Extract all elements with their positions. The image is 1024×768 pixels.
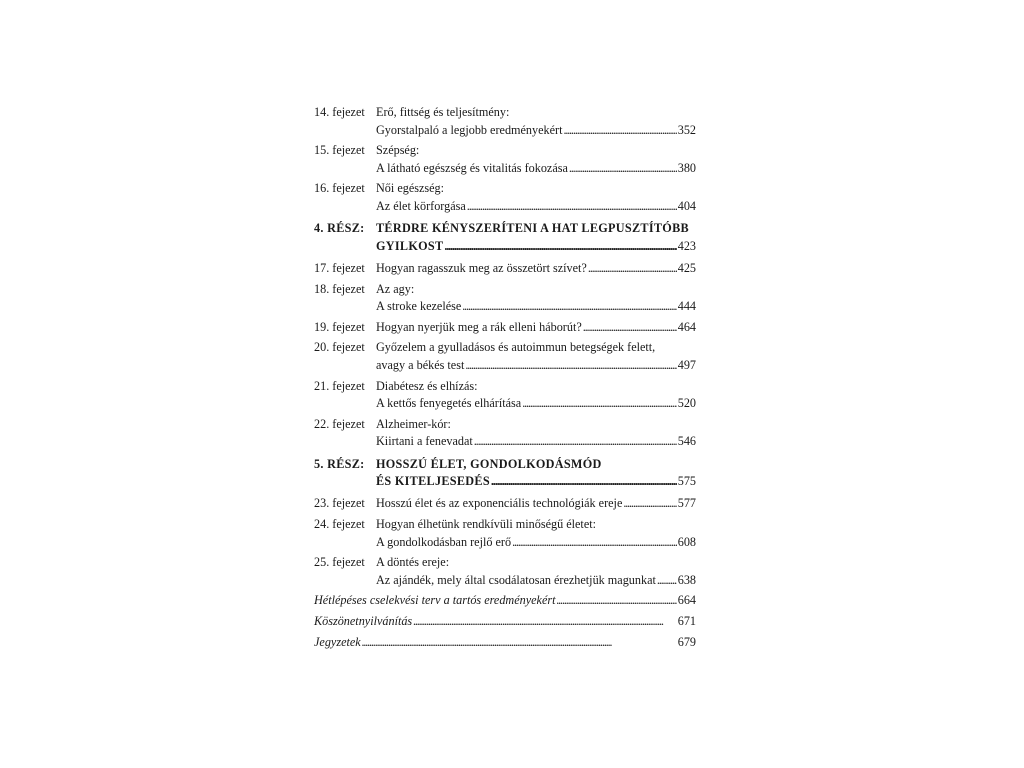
- chapter-title: Női egészség:: [376, 181, 445, 196]
- dot-leader: [465, 357, 676, 375]
- toc-entry-chapter-24: [314, 516, 696, 551]
- chapter-title: Hogyan nyerjük meg a rák elleni háborút?: [376, 319, 582, 334]
- page-number: 577: [677, 496, 696, 511]
- chapter-number: 24. fejezet: [314, 517, 365, 531]
- chapter-number: 19. fejezet: [314, 319, 365, 334]
- chapter-number: 20. fejezet: [314, 340, 365, 355]
- dot-leader: [462, 298, 676, 316]
- chapter-number: 16. fejezet: [314, 181, 365, 196]
- chapter-subtitle: A gondolkodásban rejlő erő: [376, 534, 512, 549]
- part-title: HOSSZÚ ÉLET, GONDOLKODÁSMÓD: [376, 456, 602, 471]
- chapter-title: Az agy:: [376, 281, 415, 296]
- dot-leader: [413, 613, 677, 631]
- chapter-subtitle: Kiirtani a fenevadat: [376, 434, 473, 449]
- chapter-title: Győzelem a gyulladásos és autoimmun betegségek felett,: [376, 340, 656, 355]
- page-number: 425: [677, 260, 696, 275]
- chapter-title: Hogyan élhetünk rendkívüli minőségű életet:: [376, 517, 596, 531]
- page-number: 464: [677, 319, 696, 334]
- page-number: 546: [677, 434, 696, 449]
- table-of-contents: [314, 104, 696, 654]
- dot-leader: [491, 473, 677, 491]
- part-number: 5. RÉSZ:: [314, 456, 365, 471]
- toc-entry-chapter-19: [314, 319, 696, 337]
- toc-part-4: [314, 220, 696, 255]
- dot-leader: [583, 319, 677, 337]
- chapter-subtitle: Az ajándék, mely által csodálatosan érezhetjük magunkat: [376, 572, 656, 587]
- toc-entry-action-plan: [314, 592, 696, 610]
- page-number: 638: [677, 572, 696, 587]
- dot-leader: [444, 238, 676, 256]
- dot-leader: [563, 122, 676, 140]
- dot-leader: [588, 260, 677, 278]
- page-number: 352: [677, 122, 696, 137]
- chapter-number: 23. fejezet: [314, 496, 365, 511]
- dot-leader: [362, 634, 677, 652]
- toc-entry-chapter-25: [314, 554, 696, 589]
- chapter-subtitle: Gyorstalpaló a legjobb eredményekért: [376, 122, 563, 137]
- dot-leader: [522, 395, 677, 413]
- dot-leader: [467, 198, 677, 216]
- dot-leader: [569, 160, 677, 178]
- chapter-subtitle: A látható egészség és vitalitás fokozása: [376, 160, 568, 175]
- toc-entry-chapter-14: [314, 104, 696, 139]
- chapter-number: 18. fejezet: [314, 281, 365, 296]
- toc-entry-notes: [314, 634, 696, 652]
- toc-entry-chapter-17: [314, 260, 696, 278]
- page-number: 608: [677, 534, 696, 549]
- chapter-number: 21. fejezet: [314, 378, 365, 393]
- toc-entry-acknowledgements: [314, 613, 696, 631]
- toc-entry-chapter-21: [314, 378, 696, 413]
- chapter-number: 17. fejezet: [314, 260, 365, 275]
- chapter-title: Hosszú élet és az exponenciális technológiák ereje: [376, 496, 623, 511]
- toc-entry-chapter-15: [314, 142, 696, 177]
- chapter-title: Hogyan ragasszuk meg az összetört szívet?: [376, 260, 587, 275]
- page-number: 575: [677, 474, 696, 489]
- toc-entry-chapter-20: [314, 339, 696, 374]
- page-number: 679: [677, 634, 696, 649]
- chapter-subtitle: A stroke kezelése: [376, 299, 462, 314]
- toc-entry-chapter-23: [314, 495, 696, 513]
- page-number: 423: [677, 238, 696, 253]
- part-number: 4. RÉSZ:: [314, 221, 365, 236]
- part-title: TÉRDRE KÉNYSZERÍTENI A HAT LEGPUSZTÍTÓBB: [376, 221, 689, 236]
- chapter-title: Szépség:: [376, 143, 420, 158]
- page-number: 664: [677, 593, 696, 608]
- page-number: 671: [677, 614, 696, 629]
- section-title: Jegyzetek: [314, 634, 361, 649]
- chapter-title: Diabétesz és elhízás:: [376, 378, 478, 393]
- toc-entry-chapter-16: [314, 180, 696, 215]
- chapter-number: 22. fejezet: [314, 416, 365, 431]
- chapter-subtitle: A kettős fenyegetés elhárítása: [376, 396, 522, 411]
- chapter-title: Erő, fittség és teljesítmény:: [376, 105, 510, 119]
- chapter-number: 25. fejezet: [314, 555, 365, 570]
- chapter-number: 15. fejezet: [314, 143, 365, 158]
- dot-leader: [657, 572, 677, 590]
- section-title: Hétlépéses cselekvési terv a tartós eredményekért: [314, 593, 556, 608]
- part-title-continued: GYILKOST: [376, 238, 444, 253]
- dot-leader: [512, 534, 677, 552]
- toc-part-5: [314, 456, 696, 491]
- toc-entry-chapter-22: [314, 416, 696, 451]
- part-title-continued: ÉS KITELJESEDÉS: [376, 474, 490, 489]
- chapter-subtitle: avagy a békés test: [376, 357, 465, 372]
- page-number: 404: [677, 198, 696, 213]
- page-number: 444: [677, 299, 696, 314]
- dot-leader: [557, 592, 677, 610]
- page-number: 497: [677, 357, 696, 372]
- chapter-number: 14. fejezet: [314, 105, 365, 119]
- chapter-subtitle: Az élet körforgása: [376, 198, 466, 213]
- section-title: Köszönetnyilvánítás: [314, 614, 413, 629]
- chapter-title: Alzheimer-kór:: [376, 416, 451, 431]
- chapter-title: A döntés ereje:: [376, 555, 450, 570]
- toc-entry-chapter-18: [314, 281, 696, 316]
- dot-leader: [474, 433, 677, 451]
- dot-leader: [623, 495, 676, 513]
- page-number: 380: [677, 160, 696, 175]
- page-number: 520: [677, 396, 696, 411]
